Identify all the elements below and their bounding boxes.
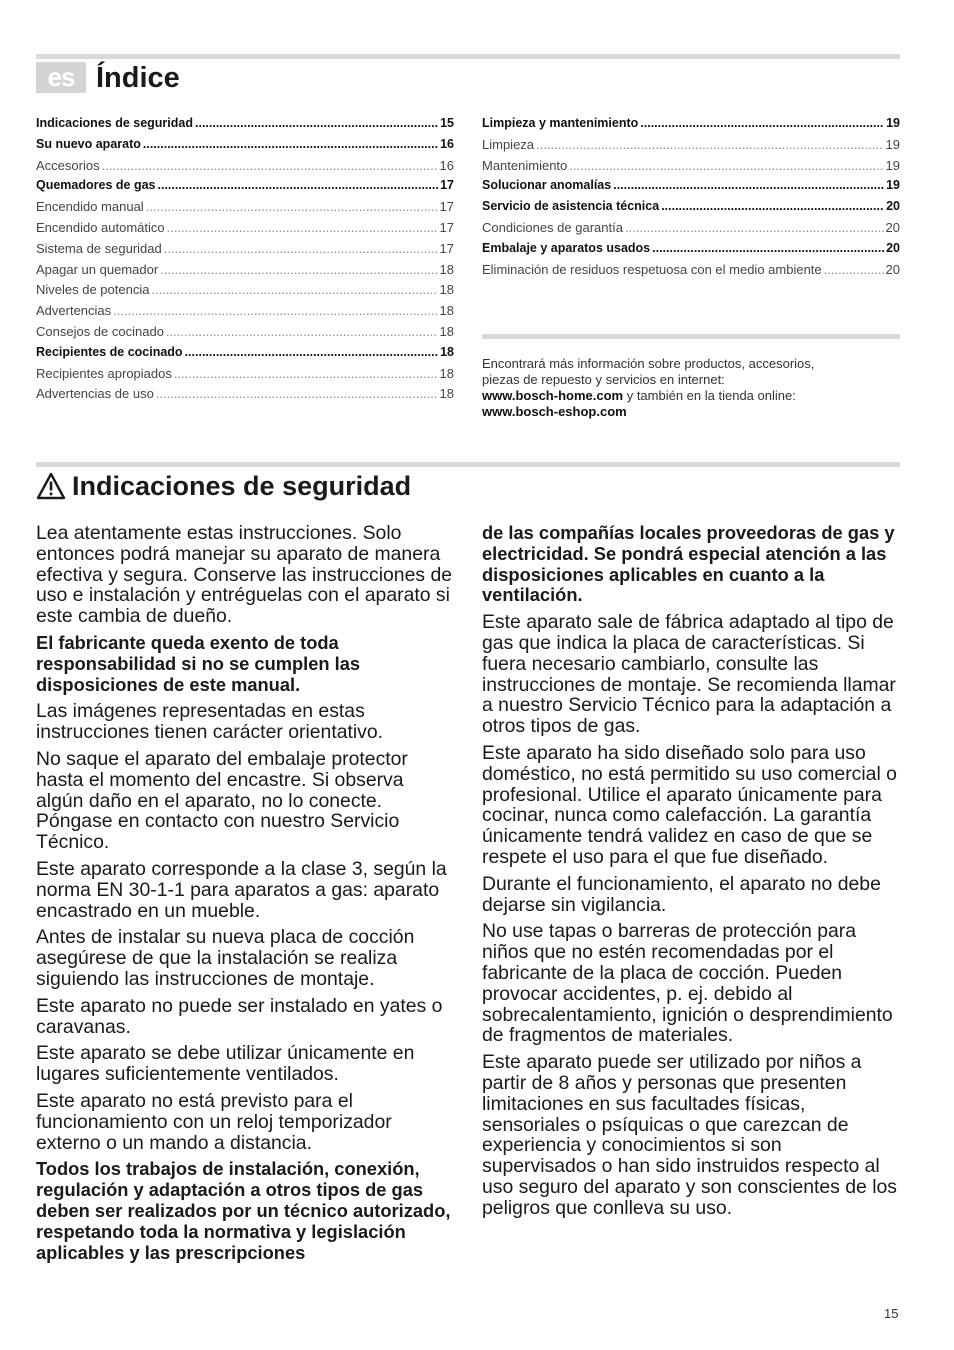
toc-entry[interactable] <box>482 262 900 283</box>
safety-right-column <box>482 523 900 1225</box>
warning-triangle-icon <box>36 472 66 500</box>
info-text-1: Encontrará más información sobre productos, accesorios, <box>482 356 815 371</box>
toc-leader-dots <box>143 137 438 151</box>
toc-entry-label: Indicaciones de seguridad <box>36 116 193 130</box>
toc-entry-label: Solucionar anomalías <box>482 178 612 193</box>
toc-entry-page: 18 <box>440 344 454 359</box>
safety-paragraph: Antes de instalar su nueva placa de cocción asegúrese de que la instalación se realiza siguiendo las instrucciones de montaje. <box>36 926 415 990</box>
bosch-home-link[interactable]: www.bosch-home.com <box>482 388 624 403</box>
toc-entry-page: 19 <box>885 136 900 152</box>
toc-leader-dots <box>625 220 884 235</box>
toc-entry[interactable] <box>36 199 454 220</box>
toc-entry-page: 20 <box>886 199 900 214</box>
toc-entry-label: Advertencias de uso <box>36 386 154 402</box>
toc-entry[interactable] <box>36 345 454 366</box>
safety-paragraph: Las imágenes representadas en estas instrucciones tienen carácter orientativo. <box>36 700 384 744</box>
safety-paragraph: Este aparato sale de fábrica adaptado al tipo de gas que indica la placa de características. Si fuera necesario cambiarlo, consulte las instrucciones de montaje. Se recomienda llamar a nuestro Servicio Técnico para la adaptación a otros tipos de gas. <box>482 611 896 738</box>
toc-leader-dots <box>113 303 437 318</box>
toc-right-column <box>482 116 900 282</box>
toc-entry[interactable] <box>482 137 900 158</box>
toc-entry-label: Encendido automático <box>36 219 165 235</box>
toc-entry-page: 18 <box>439 282 454 298</box>
safety-paragraph: Lea atentamente estas instrucciones. Solo entonces podrá manejar su aparato de manera efectiva y segura. Conserve las instrucciones de uso e instalación y entréguelas con el aparato si este cambia de dueño. <box>36 522 453 628</box>
toc-entry[interactable] <box>36 220 454 241</box>
toc-entry[interactable] <box>36 303 454 324</box>
toc-entry[interactable] <box>36 137 454 158</box>
toc-entry[interactable] <box>36 116 454 137</box>
toc-entry-label: Consejos de cocinado <box>36 323 164 339</box>
toc-entry-label: Recipientes de cocinado <box>36 344 183 359</box>
toc-entry-label: Limpieza y mantenimiento <box>482 116 639 130</box>
info-text-2: piezas de repuesto y servicios en internet: <box>482 372 725 387</box>
toc-entry-label: Accesorios <box>36 157 100 173</box>
toc-entry[interactable] <box>482 178 900 199</box>
toc-entry-page: 16 <box>439 157 454 173</box>
toc-entry-label: Servicio de asistencia técnica <box>482 199 660 214</box>
toc-entry[interactable] <box>36 158 454 179</box>
toc-leader-dots <box>195 116 438 130</box>
online-info <box>482 356 900 420</box>
toc-entry-label: Niveles de potencia <box>36 282 150 298</box>
language-badge: es <box>36 62 86 93</box>
safety-paragraph: El fabricante queda exento de toda responsabilidad si no se cumplen las disposiciones de este manual. <box>36 631 361 695</box>
toc-leader-dots <box>613 178 884 192</box>
safety-paragraph: Este aparato se debe utilizar únicamente en lugares suficientemente ventilados. <box>36 1042 415 1086</box>
safety-paragraph: No saque el aparato del embalaje protector hasta el momento del encastre. Si observa algún daño en el aparato, no lo conecte. Póngase en contacto con nuestro Servicio Técnico. <box>36 747 408 854</box>
section-rule <box>36 462 900 467</box>
toc-entry-label: Quemadores de gas <box>36 178 156 193</box>
toc-entry-label: Condiciones de garantía <box>482 219 623 235</box>
toc-leader-dots <box>652 241 884 255</box>
toc-leader-dots <box>166 324 438 339</box>
toc-entry-label: Encendido manual <box>36 199 144 215</box>
safety-left-column <box>36 523 454 1269</box>
toc-entry[interactable] <box>482 116 900 137</box>
toc-entry-page: 15 <box>440 116 454 130</box>
toc-leader-dots <box>824 262 884 277</box>
toc-leader-dots <box>185 345 439 359</box>
safety-paragraph: Todos los trabajos de instalación, conexión, regulación y adaptación a otros tipos de gas deben ser realizados por un técnico autorizado, respetando toda la normativa y legislación aplicables y las prescripciones <box>36 1158 451 1263</box>
toc-leader-dots <box>167 220 438 235</box>
safety-title-text: Indicaciones de seguridad <box>72 471 412 501</box>
safety-paragraph: Este aparato no puede ser instalado en yates o caravanas. <box>36 994 443 1038</box>
safety-paragraph: Durante el funcionamiento, el aparato no debe dejarse sin vigilancia. <box>482 872 881 916</box>
toc-entry[interactable] <box>36 262 454 283</box>
safety-paragraph: Este aparato puede ser utilizado por niños a partir de 8 años y personas que presenten limitaciones en sus facultades físicas, sensoriales o psíquicas o que carezcan de experiencia y conocimientos si son supervisados o han sido instruidos respecto al uso seguro del aparato y son conscientes de los peligros que conlleva su uso. <box>482 1051 898 1219</box>
toc-entry[interactable] <box>482 241 900 262</box>
toc-left-column <box>36 116 454 407</box>
toc-entry-label: Su nuevo aparato <box>36 136 141 151</box>
toc-title: Índice <box>96 62 180 94</box>
safety-paragraph: Este aparato ha sido diseñado solo para uso doméstico, no está permitido su uso comercial o profesional. Utilice el aparato únicamente para cocinar, nunca como calefacción. La garantía únicamente tendrá validez en caso de que se respete el uso para el que fue diseñado. <box>482 741 897 868</box>
toc-entry-page: 17 <box>439 219 454 235</box>
toc-leader-dots <box>158 178 439 192</box>
toc-leader-dots <box>661 199 884 213</box>
toc-entry[interactable] <box>36 282 454 303</box>
toc-entry-page: 20 <box>885 261 900 277</box>
toc-leader-dots <box>151 282 437 297</box>
toc-entry-page: 18 <box>439 303 454 319</box>
toc-entry-label: Apagar un quemador <box>36 261 159 277</box>
toc-entry[interactable] <box>36 386 454 407</box>
toc-entry-label: Advertencias <box>36 303 112 319</box>
safety-paragraph: Este aparato corresponde a la clase 3, según la norma EN 30-1-1 para aparatos a gas: aparato encastrado en un mueble. <box>36 857 447 922</box>
toc-leader-dots <box>536 137 884 152</box>
toc-leader-dots <box>569 158 883 173</box>
toc-entry-page: 18 <box>439 261 454 277</box>
toc-entry[interactable] <box>482 199 900 220</box>
toc-entry-page: 17 <box>439 240 454 256</box>
toc-entry-page: 18 <box>439 323 454 339</box>
toc-entry-label: Eliminación de residuos respetuosa con el medio ambiente <box>482 261 822 277</box>
toc-entry-page: 19 <box>886 178 900 193</box>
toc-entry-page: 20 <box>886 240 900 255</box>
toc-entry[interactable] <box>36 241 454 262</box>
toc-leader-dots <box>164 241 438 256</box>
toc-entry-label: Sistema de seguridad <box>36 240 162 256</box>
toc-entry[interactable] <box>36 366 454 387</box>
toc-leader-dots <box>160 262 437 277</box>
toc-entry[interactable] <box>36 178 454 199</box>
toc-entry-page: 17 <box>439 199 454 215</box>
info-text-3: y también en la tienda online: <box>623 388 796 403</box>
toc-leader-dots <box>174 366 438 381</box>
toc-leader-dots <box>146 199 438 214</box>
toc-entry-page: 18 <box>439 365 454 381</box>
toc-leader-dots <box>156 386 438 401</box>
info-rule <box>482 334 900 339</box>
toc-entry-label: Embalaje y aparatos usados <box>482 240 651 255</box>
bosch-eshop-link[interactable]: www.bosch-eshop.com <box>482 404 627 419</box>
toc-entry[interactable] <box>482 220 900 241</box>
toc-entry-page: 19 <box>885 157 900 173</box>
toc-entry[interactable] <box>482 158 900 179</box>
toc-entry-page: 19 <box>886 116 900 130</box>
toc-entry-page: 18 <box>439 386 454 402</box>
page-number: 15 <box>884 1306 899 1321</box>
toc-entry-page: 17 <box>440 178 454 193</box>
safety-section-title <box>36 468 411 504</box>
toc-entry-label: Limpieza <box>482 136 535 152</box>
safety-paragraph: de las compañías locales proveedoras de gas y electricidad. Se pondrá especial atención a las disposiciones aplicables en cuanto a la ventilación. <box>482 522 895 606</box>
toc-entry-page: 16 <box>440 136 454 151</box>
toc-entry[interactable] <box>36 324 454 345</box>
toc-leader-dots <box>102 158 438 173</box>
toc-entry-label: Recipientes apropiados <box>36 365 172 381</box>
safety-paragraph: Este aparato no está previsto para el funcionamiento con un reloj temporizador externo o un mando a distancia. <box>36 1089 392 1154</box>
toc-entry-label: Mantenimiento <box>482 157 568 173</box>
safety-paragraph: No use tapas o barreras de protección para niños que no estén recomendadas por el fabricante de la placa de cocción. Pueden provocar accidentes, p. ej. debido al sobrecalentamiento, ignición o desprendimiento de fragmentos de materiales. <box>482 920 893 1047</box>
toc-leader-dots <box>640 116 884 130</box>
toc-entry-page: 20 <box>885 219 900 235</box>
